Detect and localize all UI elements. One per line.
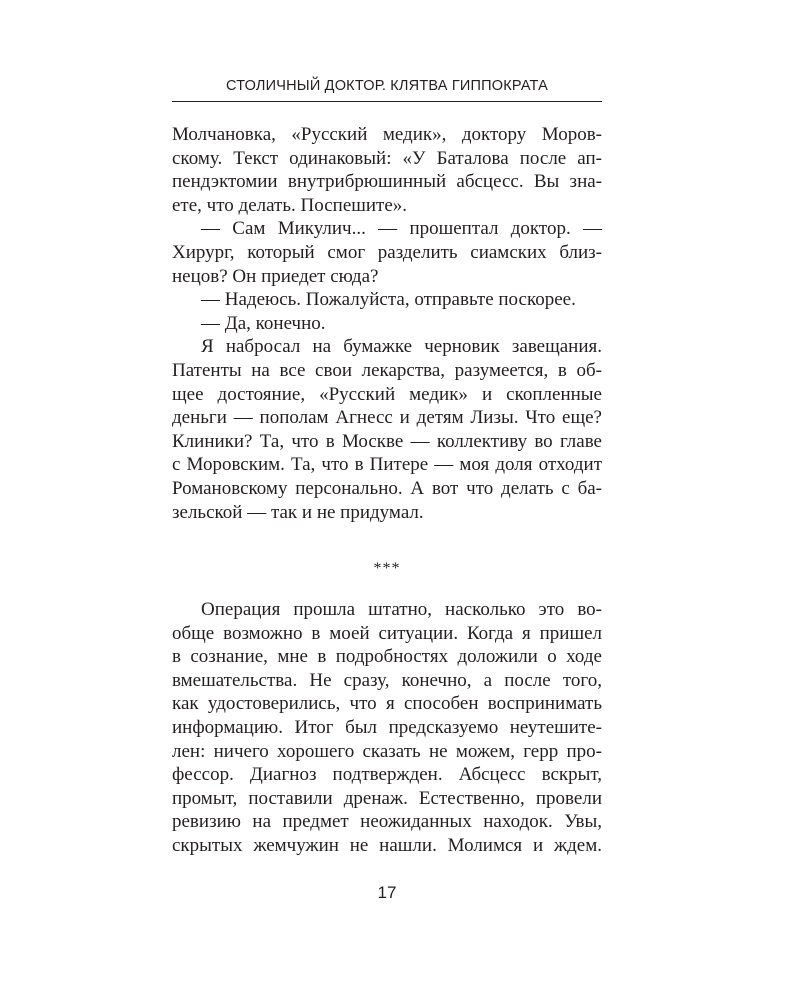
text-line: Хирург, который смог разделить сиамских близ- bbox=[172, 241, 602, 263]
text-line: Молчановка, «Русский медик», доктору Моров- bbox=[172, 124, 602, 145]
text-line: пендэктомии внутрибрюшинный абсцесс. Вы зна- bbox=[172, 171, 602, 193]
text-line: лен: ничего хорошего сказать не можем, герр про- bbox=[172, 740, 602, 762]
text-line: нецов? Он приедет сюда? bbox=[172, 265, 379, 287]
text-block-before-break bbox=[172, 123, 602, 524]
page-number: 17 bbox=[377, 883, 397, 902]
text-line: фессор. Диагноз подтвержден. Абсцесс вскрыт, bbox=[172, 764, 602, 786]
text-line: скому. Текст одинаковый: «У Баталова после ап- bbox=[172, 147, 602, 169]
text-line: Я набросал на бумажке черновик завещания. bbox=[201, 336, 602, 358]
text-line: Клиники? Та, что в Москве — коллективу во главе bbox=[172, 430, 602, 452]
text-line: скрытых жемчужин не нашли. Молимся и ждем. bbox=[172, 834, 602, 856]
running-title: СТОЛИЧНЫЙ ДОКТОР. КЛЯТВА ГИППОКРАТА bbox=[226, 78, 548, 94]
text-line: как удостоверились, что я способен воспринимать bbox=[172, 693, 602, 715]
text-line: Патенты на все свои лекарства, разумеется, в об- bbox=[172, 359, 602, 381]
text-line: деньги — пополам Агнесс и детям Лизы. Что еще? bbox=[172, 407, 602, 429]
text-line: в сознание, мне в подробностях доложили о ходе bbox=[172, 646, 602, 668]
text-line: с Моровским. Та, что в Питере — моя доля отходит bbox=[172, 454, 602, 476]
text-line: — Да, конечно. bbox=[201, 312, 326, 334]
text-line: ревизию на предмет неожиданных находок. Увы, bbox=[172, 811, 602, 833]
text-line: — Сам Микулич... — прошептал доктор. — bbox=[201, 218, 602, 240]
text-line: информацию. Итог был предсказуемо неутешите- bbox=[172, 716, 602, 738]
header-rule bbox=[172, 101, 602, 102]
text-block-after-break bbox=[172, 598, 602, 858]
text-line: зельской — так и не придумал. bbox=[172, 501, 424, 523]
text-line: вмешательства. Не сразу, конечно, а после того, bbox=[172, 669, 602, 691]
text-line: щее достояние, «Русский медик» и скопленные bbox=[172, 383, 602, 405]
section-break: *** bbox=[373, 560, 401, 577]
text-line: Операция прошла штатно, насколько это во- bbox=[201, 599, 602, 620]
text-line: ете, что делать. Поспешите». bbox=[172, 194, 408, 216]
text-line: обще возможно в моей ситуации. Когда я пришел bbox=[172, 622, 602, 644]
text-line: промыт, поставили дренаж. Естественно, провели bbox=[172, 787, 602, 809]
text-line: Романовскому персонально. А вот что делать с ба- bbox=[172, 477, 602, 499]
text-line: — Надеюсь. Пожалуйста, отправьте поскорее. bbox=[201, 289, 576, 311]
